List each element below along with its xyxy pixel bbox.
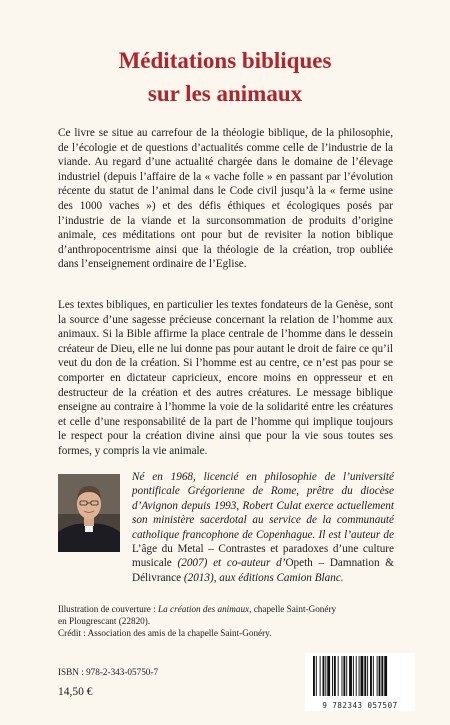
title-line-1: Méditations bibliques — [118, 48, 332, 73]
cover-credits — [58, 604, 338, 639]
isbn: ISBN : 978-2-343-05750-7 — [58, 667, 159, 677]
bio-text-1: Né en 1968, licencié en philosophie de l’université pontificale Grégorienne de Rome, prêtre du diocèse d’Avignon depuis 1993, Robert Culat exerce actuellement son ministère sacerdotal au service de la communauté catholique francophone de Copenhague. Il est l’auteur de — [132, 471, 394, 541]
bio-text-2: (2007) et co-auteur d’ — [171, 557, 286, 570]
author-portrait-icon — [58, 474, 120, 552]
bio-text-3: (2013), aux éditions Camion Blanc. — [181, 571, 344, 584]
barcode-digits: 9 782343 057507 — [322, 701, 398, 710]
summary-paragraph-1: Ce livre se situe au carrefour de la théologie biblique, de la philosophie, de l’écologie et de questions d’actualités comme celle de l’industrie de la viande. Au regard d’une actualité chargée dans le domaine de l’élevage industriel (depuis l’affaire de la « vache folle » en passant par l’évolution récente du statut de l’animal dans le Code civil jusqu’à la « ferme usine des 1000 vaches ») et des défis éthiques et écologiques posés par l’industrie de la viande et la surconsommation de produits d’origine animale, ces méditations ont pour but de revisiter la notion biblique d’anthropocentrisme ainsi que la théologie de la création, trop oubliée dans l’enseignement ordinaire de l’Eglise. — [58, 127, 393, 271]
illustration-title: La création des animaux — [158, 604, 250, 614]
bio-book-1: L’âge du Metal – Contrastes et paradoxes d’une culture musicale — [132, 543, 394, 570]
summary-paragraph-2: Les textes bibliques, en particulier les textes fondateurs de la Genèse, sont la source d’une sagesse précieuse concernant la relation de l’homme aux animaux. Si la Bible affirme la place centrale de l’homme dans le dessein créateur de Dieu, elle ne lui donne pas pour autant le droit de faire ce qu’il veut du don de la création. Si l’homme est au centre, ce n’est pas pour se comporter en dictateur capricieux, encore moins en oppresseur et en destructeur de la création et des autres créatures. Le message biblique enseigne au contraire à l’homme la voie de la solidarité entre les créatures et celle d’une responsabilité de la part de l’homme qui implique toujours le respect pour la création divine ainsi que pour la vie sous toutes ses formes, y compris la vie animale. — [58, 299, 393, 457]
author-photo — [58, 474, 120, 552]
illustration-rest: , chapelle Saint-Gonéry en Plougrescant (22820). — [58, 604, 337, 626]
barcode-icon — [305, 653, 415, 699]
book-title — [0, 44, 450, 110]
title-line-2: sur les animaux — [147, 81, 303, 106]
price: 14,50 € — [58, 686, 93, 698]
illustration-prefix: Illustration de couverture : — [58, 604, 159, 614]
author-bio — [132, 470, 394, 585]
barcode — [305, 653, 415, 711]
bio-book-2: Opeth – Damnation & Délivrance — [132, 557, 394, 584]
photo-credit: Crédit : Association des amis de la chapelle Saint-Gonéry. — [58, 627, 272, 638]
